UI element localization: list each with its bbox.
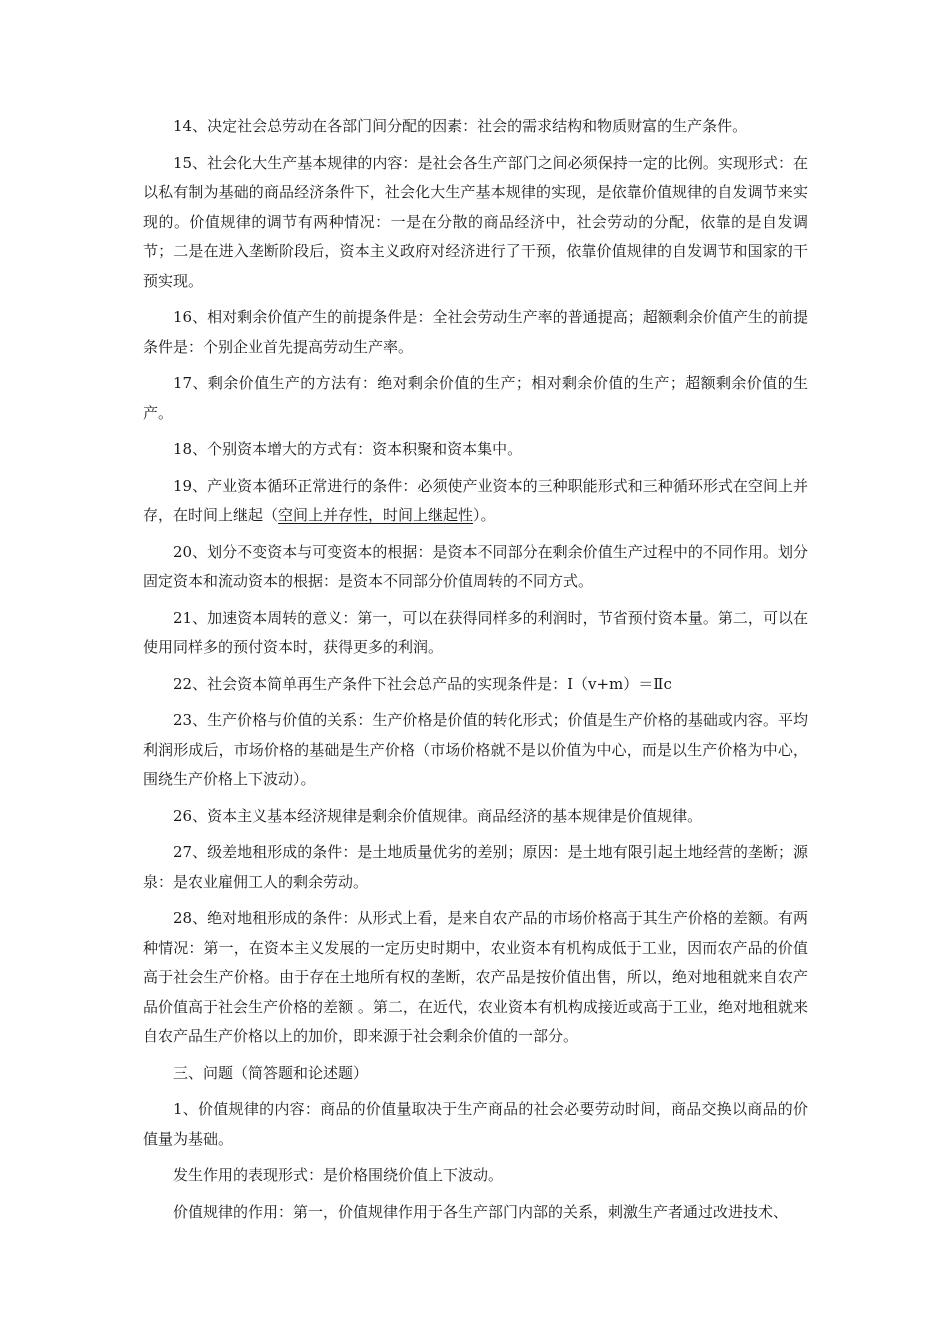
paragraph-27: 27、级差地租形成的条件：是土地质量优劣的差别；原因：是土地有限引起土地经营的垄断；源泉：是农业雇佣工人的剩余劳动。 [143, 843, 808, 891]
paragraph-23: 23、生产价格与价值的关系：生产价格是价值的转化形式；价值是生产价格的基础或内容。平均利润形成后，市场价格的基础是生产价格（市场价格就不是以价值为中心，而是以生产价格为中心，围绕生产价格上下波动）。 [143, 711, 808, 788]
paragraph-22: 22、社会资本简单再生产条件下社会总产品的实现条件是：Ⅰ（v+m）＝Ⅱc [173, 674, 672, 693]
paragraph-21: 21、加速资本周转的意义：第一，可以在获得同样多的利润时，节省预付资本量。第二，可以在使用同样多的预付资本时，获得更多的利润。 [143, 608, 808, 656]
paragraph-19-underlined: 空间上并存性，时间上继起性 [278, 506, 474, 524]
section-heading-questions: 三、问题（简答题和论述题） [173, 1063, 369, 1082]
paragraph-28: 28、绝对地租形成的条件：从形式上看，是来自农产品的市场价格高于其生产价格的差额。有两种情况：第一，在资本主义发展的一定历史时期中，农业资本有机构成低于工业，因而农产品的价值高于社会生产价格。由于存在土地所有权的垄断，农产品是按价值出售，所以，绝对地租就来自农产品价值高于社会生产价格的差额 。第二，在近代，农业资本有机构成接近或高于工业，绝对地租就来自农产品生产价格以上的加价，即来源于社会剩余价值的一部分。 [143, 909, 808, 1045]
paragraph-20: 20、划分不变资本与可变资本的根据：是资本不同部分在剩余价值生产过程中的不同作用。划分固定资本和流动资本的根据：是资本不同部分价值周转的不同方式。 [143, 542, 808, 590]
paragraph-18: 18、个别资本增大的方式有：资本积聚和资本集中。 [173, 440, 523, 458]
paragraph-19 [143, 472, 808, 531]
paragraph-16: 16、相对剩余价值产生的前提条件是：全社会劳动生产率的普通提高；超额剩余价值产生的前提条件是：个别企业首先提高劳动生产率。 [143, 308, 808, 356]
paragraph-19-text: 19、产业资本循环正常进行的条件：必须使产业资本的三种职能形式和三种循环形式在空间上并存，在时间上继起（ [143, 476, 808, 524]
paragraph-19-end: ）。 [473, 506, 496, 524]
paragraph-14: 14、决定社会总劳动在各部门间分配的因素：社会的需求结构和物质财富的生产条件。 [173, 117, 748, 135]
paragraph-26: 26、资本主义基本经济规律是剩余价值规律。商品经济的基本规律是价值规律。 [173, 806, 703, 825]
question-1: 1、价值规律的内容：商品的价值量取决于生产商品的社会必要劳动时间，商品交换以商品的价值量为基础。 [143, 1100, 808, 1148]
question-1-role: 价值规律的作用：第一，价值规律作用于各生产部门内部的关系，刺激生产者通过改进技术、 [173, 1202, 789, 1221]
paragraph-15: 15、社会化大生产基本规律的内容：是社会各生产部门之间必须保持一定的比例。实现形式：在以私有制为基础的商品经济条件下，社会化大生产基本规律的实现，是依靠价值规律的自发调节来实现的。价值规律的调节有两种情况：一是在分散的商品经济中，社会劳动的分配，依靠的是自发调节；二是在进入垄断阶段后，资本主义政府对经济进行了干预，依靠价值规律的自发调节和国家的干预实现。 [143, 153, 808, 290]
question-1-form: 发生作用的表现形式：是价格围绕价值上下波动。 [173, 1166, 504, 1184]
document-body [143, 112, 808, 1234]
paragraph-17: 17、剩余价值生产的方法有：绝对剩余价值的生产；相对剩余价值的生产；超额剩余价值的生产。 [143, 374, 808, 422]
